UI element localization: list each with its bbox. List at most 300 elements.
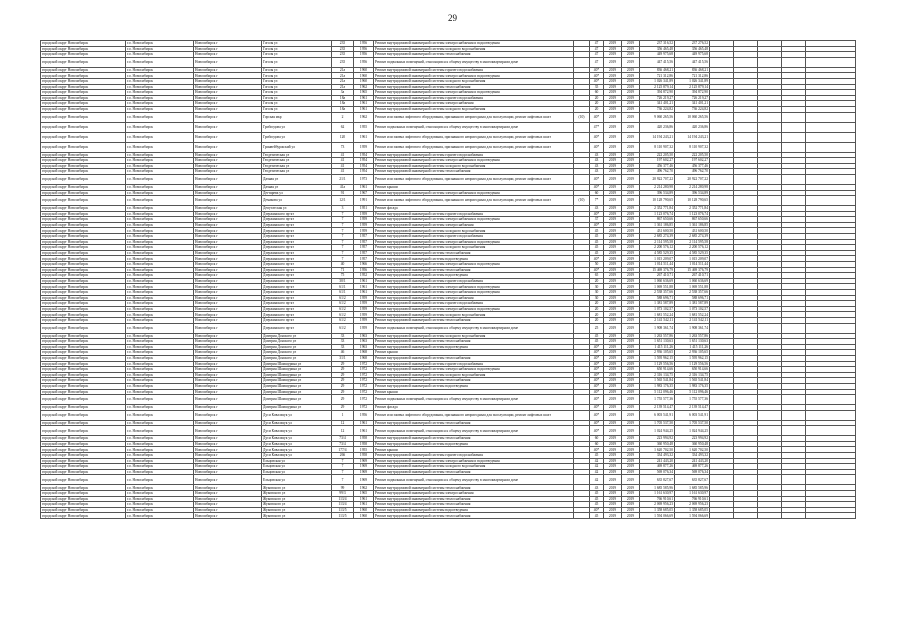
cell-work: Ремонт внутридомовой инженерной системы холодного водоснабжения — [374, 312, 574, 318]
cell-street: Дмитрия Шамшурина ул — [262, 383, 332, 389]
cell-settlement: г.о. Новосибирск — [126, 458, 194, 464]
cell-sum2: 1 594 066,69 — [675, 513, 710, 519]
cell-house: 91 — [332, 190, 354, 196]
cell-area: 40* — [590, 426, 604, 436]
cell-sum1: 1 415 111,26 — [640, 344, 675, 350]
cell-sum1: 1 361 186,85 — [640, 222, 675, 228]
cell-municipality: городской округ Новосибирск — [41, 301, 126, 307]
cell-sum2: 1 620 702,50 — [675, 447, 710, 453]
cell-end: 2019 — [622, 355, 640, 361]
cell-empty — [710, 475, 734, 485]
cell-empty — [782, 132, 806, 142]
cell-municipality: городской округ Новосибирск — [41, 485, 126, 491]
cell-region: Новосибирск г — [194, 101, 262, 107]
cell-year: 1972 — [354, 395, 374, 405]
cell-empty — [758, 57, 782, 67]
cell-year: 1957 — [354, 239, 374, 245]
cell-area: 40* — [590, 405, 604, 411]
cell-empty — [710, 410, 734, 420]
cell-year: 1961 — [354, 106, 374, 112]
cell-year: 1959 — [354, 312, 374, 318]
cell-year: 1961 — [354, 95, 374, 101]
cell-settlement: г.о. Новосибирск — [126, 228, 194, 234]
cell-year: 1965 — [354, 90, 374, 96]
cell-start: 2019 — [604, 333, 622, 339]
cell-sum1: 1 024 944,25 — [640, 426, 675, 436]
cell-extra — [574, 475, 590, 485]
cell-sum2: 736 224,82 — [675, 106, 710, 112]
cell-region: Новосибирск г — [194, 222, 262, 228]
cell-work: Ремонт или замена лифтового оборудования, признанного непригодным для эксплуатации, ремонт лифтовых шахт — [374, 196, 574, 206]
cell-sum2: 360 950,48 — [675, 441, 710, 447]
cell-work: Ремонт внутридомовой инженерной системы теплоснабжения — [374, 52, 574, 58]
cell-sum1: 2 200 576,12 — [640, 245, 675, 251]
cell-sum1: 1 069 551,88 — [640, 284, 675, 290]
cell-end: 2019 — [622, 513, 640, 519]
cell-empty — [806, 426, 856, 436]
cell-municipality: городской округ Новосибирск — [41, 273, 126, 279]
cell-sum1: 1 651 130,63 — [640, 339, 675, 345]
cell-municipality: городской округ Новосибирск — [41, 350, 126, 356]
cell-sum1: 2 139 514,47 — [640, 405, 675, 411]
cell-municipality: городской округ Новосибирск — [41, 458, 126, 464]
cell-municipality: городской округ Новосибирск — [41, 447, 126, 453]
cell-street: Дмитрия Шамшурина ул — [262, 405, 332, 411]
cell-settlement: г.о. Новосибирск — [126, 301, 194, 307]
cell-sum2: 1 651 130,63 — [675, 339, 710, 345]
cell-sum2: 223 994,92 — [675, 436, 710, 442]
cell-empty — [734, 395, 758, 405]
cell-settlement: г.о. Новосибирск — [126, 464, 194, 470]
cell-sum2: 726 219,27 — [675, 95, 710, 101]
cell-start: 2019 — [604, 112, 622, 122]
table-row — [41, 410, 856, 420]
cell-end: 2019 — [622, 184, 640, 190]
cell-area: 40* — [590, 267, 604, 273]
cell-house: 7 — [332, 464, 354, 470]
cell-end: 2019 — [622, 256, 640, 262]
cell-end: 2019 — [622, 491, 640, 497]
cell-house: 120 — [332, 132, 354, 142]
cell-work: Ремонт подвальных помещений, относящихся к общему имуществу в многоквартирном доме — [374, 57, 574, 67]
cell-work: Ремонт внутридомовой инженерной системы электроснабжения и водоотведения — [374, 284, 574, 290]
cell-settlement: г.о. Новосибирск — [126, 278, 194, 284]
cell-work: Ремонт внутридомовой инженерной системы холодного водоснабжения — [374, 464, 574, 470]
cell-year: 1963 — [354, 344, 374, 350]
cell-settlement: г.о. Новосибирск — [126, 101, 194, 107]
cell-work: Ремонт фасада — [374, 206, 574, 212]
cell-settlement: г.о. Новосибирск — [126, 436, 194, 442]
cell-empty — [710, 142, 734, 152]
cell-work: Ремонт внутридомовой инженерной системы теплоснабжения — [374, 513, 574, 519]
cell-municipality: городской округ Новосибирск — [41, 222, 126, 228]
cell-region: Новосибирск г — [194, 420, 262, 426]
cell-house: 61/2 — [332, 323, 354, 333]
cell-sum1: 1 705 537,50 — [640, 420, 675, 426]
cell-region: Новосибирск г — [194, 152, 262, 158]
cell-start: 2019 — [604, 441, 622, 447]
cell-house: 266 — [332, 453, 354, 459]
cell-sum1: 2 352 771,84 — [640, 206, 675, 212]
cell-street: Дзержинского пр-кт — [262, 312, 332, 318]
cell-end: 2019 — [622, 339, 640, 345]
cell-start: 2019 — [604, 278, 622, 284]
cell-municipality: городской округ Новосибирск — [41, 95, 126, 101]
cell-house: 41 — [332, 169, 354, 175]
cell-end: 2019 — [622, 502, 640, 508]
cell-street: Дуси Ковальчук ул — [262, 436, 332, 442]
cell-sum2: 2 352 771,84 — [675, 206, 710, 212]
cell-year: 1957 — [354, 250, 374, 256]
cell-area: 40* — [590, 112, 604, 122]
cell-work: Ремонт внутридомовой инженерной системы электроснабжения и водоотведения — [374, 262, 574, 268]
cell-year: 1972 — [354, 361, 374, 367]
cell-settlement: г.о. Новосибирск — [126, 447, 194, 453]
cell-region: Новосибирск г — [194, 301, 262, 307]
cell-settlement: г.о. Новосибирск — [126, 84, 194, 90]
cell-year: 1960 — [354, 507, 374, 513]
cell-house: 1 — [332, 410, 354, 420]
cell-house: 7 — [332, 222, 354, 228]
cell-municipality: городской округ Новосибирск — [41, 41, 126, 47]
cell-municipality: городской округ Новосибирск — [41, 190, 126, 196]
cell-sum2: 396 534,89 — [675, 190, 710, 196]
cell-year: 1955 — [354, 122, 374, 132]
cell-sum2: 1 983 176,35 — [675, 383, 710, 389]
cell-work: Ремонт внутридомовой инженерной системы горячего водоснабжения — [374, 211, 574, 217]
cell-house: 30/1 — [332, 278, 354, 284]
cell-empty — [782, 112, 806, 122]
cell-settlement: г.о. Новосибирск — [126, 169, 194, 175]
cell-year: 1958 — [354, 453, 374, 459]
cell-end: 2019 — [622, 163, 640, 169]
cell-street: Дзержинского пр-кт — [262, 306, 332, 312]
cell-municipality: городской округ Новосибирск — [41, 306, 126, 312]
cell-municipality: городской округ Новосибирск — [41, 112, 126, 122]
cell-region: Новосибирск г — [194, 447, 262, 453]
cell-house: 73/4 — [332, 441, 354, 447]
cell-municipality: городской округ Новосибирск — [41, 256, 126, 262]
cell-area: 20 — [590, 95, 604, 101]
cell-area: 45 — [590, 250, 604, 256]
cell-settlement: г.о. Новосибирск — [126, 142, 194, 152]
cell-sum2: 10 060 265,56 — [675, 112, 710, 122]
cell-end: 2019 — [622, 383, 640, 389]
cell-region: Новосибирск г — [194, 312, 262, 318]
table-row — [41, 57, 856, 67]
cell-year: 1962 — [354, 84, 374, 90]
cell-municipality: городской округ Новосибирск — [41, 142, 126, 152]
cell-start: 2019 — [604, 52, 622, 58]
cell-settlement: г.о. Новосибирск — [126, 333, 194, 339]
cell-street: Дмитрия Донского ул — [262, 350, 332, 356]
cell-work: Ремонт или замена лифтового оборудования, признанного непригодным для эксплуатации, ремонт лифтовых шахт — [374, 142, 574, 152]
cell-street: Дмитрия Шамшурина ул — [262, 378, 332, 384]
cell-sum2: 1 060 636,69 — [675, 278, 710, 284]
cell-region: Новосибирск г — [194, 355, 262, 361]
cell-year: 1956 — [354, 46, 374, 52]
cell-empty — [806, 122, 856, 132]
cell-work: Ремонт внутридомовой инженерной системы холодного водоснабжения — [374, 228, 574, 234]
cell-sum2: 1 705 537,50 — [675, 420, 710, 426]
cell-empty — [710, 174, 734, 184]
cell-end: 2019 — [622, 507, 640, 513]
cell-municipality: городской округ Новосибирск — [41, 344, 126, 350]
cell-work: Ремонт внутридомовой инженерной системы водоотведения — [374, 273, 574, 279]
cell-area: 45 — [590, 245, 604, 251]
cell-end: 2019 — [622, 378, 640, 384]
cell-sum1: 356 465,48 — [640, 46, 675, 52]
cell-sum1: 10 128 790,65 — [640, 196, 675, 206]
cell-end: 2019 — [622, 395, 640, 405]
cell-region: Новосибирск г — [194, 295, 262, 301]
cell-municipality: городской округ Новосибирск — [41, 239, 126, 245]
cell-street: Дзержинского пр-кт — [262, 317, 332, 323]
cell-start: 2019 — [604, 190, 622, 196]
cell-extra: (10) — [574, 196, 590, 206]
cell-work: Ремонт внутридомовой инженерной системы теплоснабжения — [374, 436, 574, 442]
cell-year: 1969 — [354, 475, 374, 485]
cell-house: 61/1 — [332, 290, 354, 296]
cell-start: 2019 — [604, 163, 622, 169]
cell-region: Новосибирск г — [194, 132, 262, 142]
cell-start: 2019 — [604, 267, 622, 273]
cell-work: Ремонт или замена лифтового оборудования, признанного непригодным для эксплуатации, ремонт лифтовых шахт — [374, 132, 574, 142]
cell-start: 2019 — [604, 426, 622, 436]
cell-end: 2019 — [622, 112, 640, 122]
cell-area: 40* — [590, 132, 604, 142]
cell-area: 20 — [590, 278, 604, 284]
cell-end: 2019 — [622, 453, 640, 459]
cell-end: 2019 — [622, 132, 640, 142]
cell-municipality: городской округ Новосибирск — [41, 339, 126, 345]
cell-settlement: г.о. Новосибирск — [126, 475, 194, 485]
cell-settlement: г.о. Новосибирск — [126, 273, 194, 279]
cell-sum2: 2 936 105,65 — [675, 350, 710, 356]
cell-empty — [710, 57, 734, 67]
cell-empty — [806, 513, 856, 519]
cell-start: 2019 — [604, 84, 622, 90]
cell-street: Жуковского ул — [262, 496, 332, 502]
cell-street: Геодезическая ул — [262, 152, 332, 158]
table-row — [41, 174, 856, 184]
cell-start: 2019 — [604, 256, 622, 262]
cell-house: 7 — [332, 256, 354, 262]
cell-start: 2019 — [604, 228, 622, 234]
cell-street: Дуси Ковальчук ул — [262, 410, 332, 420]
cell-region: Новосибирск г — [194, 333, 262, 339]
cell-sum1: 4 585 529,35 — [640, 250, 675, 256]
cell-municipality: городской округ Новосибирск — [41, 67, 126, 73]
cell-sum2: 15 469 376,79 — [675, 267, 710, 273]
cell-end: 2019 — [622, 344, 640, 350]
cell-year: 1959 — [354, 142, 374, 152]
cell-sum2: 241 443,20 — [675, 458, 710, 464]
cell-area: 45 — [590, 491, 604, 497]
cell-municipality: городской округ Новосибирск — [41, 378, 126, 384]
cell-area: 40* — [590, 222, 604, 228]
cell-house: 7 — [332, 228, 354, 234]
cell-start: 2019 — [604, 206, 622, 212]
cell-house: 7 — [332, 234, 354, 240]
cell-sum1: 867 650,66 — [640, 217, 675, 223]
cell-area: 45 — [590, 453, 604, 459]
cell-empty — [758, 323, 782, 333]
cell-region: Новосибирск г — [194, 106, 262, 112]
cell-work: Ремонт внутридомовой инженерной системы теплоснабжения — [374, 339, 574, 345]
cell-region: Новосибирск г — [194, 239, 262, 245]
cell-work: Ремонт внутридомовой инженерной системы электроснабжения и водоотведения — [374, 239, 574, 245]
cell-area: 40* — [590, 420, 604, 426]
cell-work: Ремонт внутридомовой инженерной системы холодного водоснабжения — [374, 78, 574, 84]
cell-sum1: 449 975,68 — [640, 52, 675, 58]
cell-area: 45 — [590, 339, 604, 345]
cell-area: 30 — [590, 284, 604, 290]
cell-start: 2019 — [604, 73, 622, 79]
cell-start: 2019 — [604, 405, 622, 411]
cell-settlement: г.о. Новосибирск — [126, 355, 194, 361]
cell-year: 1961 — [354, 426, 374, 436]
cell-sum1: 334 493,32 — [640, 453, 675, 459]
cell-settlement: г.о. Новосибирск — [126, 234, 194, 240]
cell-work: Ремонт внутридомовой инженерной системы горячего водоснабжения — [374, 95, 574, 101]
cell-empty — [782, 513, 806, 519]
cell-work: Ремонт внутридомовой инженерной системы водоотведения — [374, 383, 574, 389]
cell-street: Жуковского ул — [262, 485, 332, 491]
cell-settlement: г.о. Новосибирск — [126, 174, 194, 184]
cell-sum2: 2 139 514,47 — [675, 405, 710, 411]
cell-street: Гоголя ул — [262, 73, 332, 79]
cell-municipality: городской округ Новосибирск — [41, 355, 126, 361]
cell-sum1: 2 936 105,65 — [640, 350, 675, 356]
cell-region: Новосибирск г — [194, 458, 262, 464]
cell-area: 40* — [590, 507, 604, 513]
cell-work: Ремонт внутридомовой инженерной системы теплоснабжения — [374, 84, 574, 90]
cell-sum1: 1 123 076,74 — [640, 211, 675, 217]
cell-start: 2019 — [604, 41, 622, 47]
cell-work: Ремонт фасада — [374, 405, 574, 411]
cell-empty — [806, 410, 856, 420]
cell-end: 2019 — [622, 278, 640, 284]
cell-empty — [782, 122, 806, 132]
cell-work: Ремонт внутридомовой инженерной системы горячего водоснабжения — [374, 361, 574, 367]
cell-empty — [710, 426, 734, 436]
cell-sum2: 1 015 209,07 — [675, 256, 710, 262]
cell-end: 2019 — [622, 67, 640, 73]
cell-empty — [758, 112, 782, 122]
cell-start: 2019 — [604, 78, 622, 84]
cell-house: 177/4 — [332, 447, 354, 453]
cell-sum2: 2 685 274,39 — [675, 234, 710, 240]
cell-area: 30 — [590, 295, 604, 301]
cell-region: Новосибирск г — [194, 441, 262, 447]
cell-year: 1961 — [354, 496, 374, 502]
cell-end: 2019 — [622, 84, 640, 90]
cell-year: 1959 — [354, 317, 374, 323]
cell-street: Дзержинского пр-кт — [262, 250, 332, 256]
cell-work: Ремонт внутридомовой инженерной системы теплоснабжения — [374, 469, 574, 475]
cell-house: 3а — [332, 90, 354, 96]
cell-empty — [758, 513, 782, 519]
cell-year: 1961 — [354, 101, 374, 107]
cell-street: Ельцовская ул — [262, 458, 332, 464]
cell-area: 42 — [590, 464, 604, 470]
cell-house: 31/1 — [332, 355, 354, 361]
cell-end: 2019 — [622, 426, 640, 436]
cell-house: 61/2 — [332, 317, 354, 323]
cell-start: 2019 — [604, 389, 622, 395]
cell-sum2: 10 128 790,65 — [675, 196, 710, 206]
cell-empty — [734, 475, 758, 485]
cell-start: 2019 — [604, 245, 622, 251]
cell-start: 2019 — [604, 378, 622, 384]
cell-area: 35 — [590, 84, 604, 90]
cell-sum1: 394 872,90 — [640, 90, 675, 96]
cell-end: 2019 — [622, 458, 640, 464]
cell-sum2: 2 114 595,58 — [675, 239, 710, 245]
cell-house: 75 — [332, 273, 354, 279]
cell-house: 41 — [332, 158, 354, 164]
cell-region: Новосибирск г — [194, 502, 262, 508]
cell-sum2: 1 161 630,97 — [675, 491, 710, 497]
cell-area: 20 — [590, 317, 604, 323]
cell-settlement: г.о. Новосибирск — [126, 152, 194, 158]
cell-work: Ремонт внутридомовой инженерной системы теплоснабжения — [374, 485, 574, 491]
cell-sum2: 1 014 511,44 — [675, 262, 710, 268]
cell-area: 40* — [590, 355, 604, 361]
cell-work: Ремонт внутридомовой инженерной системы электроснабжения и водоотведения — [374, 306, 574, 312]
cell-municipality: городской округ Новосибирск — [41, 405, 126, 411]
cell-empty — [782, 410, 806, 420]
cell-street: Дзержинского пр-кт — [262, 323, 332, 333]
cell-end: 2019 — [622, 333, 640, 339]
cell-year: 1972 — [354, 389, 374, 395]
cell-work: Ремонт или замена лифтового оборудования, признанного непригодным для эксплуатации, ремонт лифтовых шахт — [374, 112, 574, 122]
cell-region: Новосибирск г — [194, 217, 262, 223]
cell-region: Новосибирск г — [194, 67, 262, 73]
cell-area: 20 — [590, 101, 604, 107]
cell-street: Дачная ул — [262, 174, 332, 184]
cell-year: 1956 — [354, 57, 374, 67]
cell-region: Новосибирск г — [194, 317, 262, 323]
cell-sum2: 222 205,50 — [675, 152, 710, 158]
cell-work: Ремонт внутридомовой инженерной системы электроснабжения и водоотведения — [374, 367, 574, 373]
cell-house: 21а — [332, 67, 354, 73]
cell-work: Ремонт внутридомовой инженерной системы теплоснабжения — [374, 267, 574, 273]
cell-work: Ремонт крыши — [374, 184, 574, 190]
cell-settlement: г.о. Новосибирск — [126, 184, 194, 190]
cell-region: Новосибирск г — [194, 426, 262, 436]
cell-settlement: г.о. Новосибирск — [126, 222, 194, 228]
cell-sum2: 431 600,50 — [675, 228, 710, 234]
cell-work: Ремонт внутридомовой инженерной системы теплоснабжения — [374, 317, 574, 323]
cell-sum1: 223 994,92 — [640, 436, 675, 442]
cell-region: Новосибирск г — [194, 410, 262, 420]
cell-year: 1957 — [354, 245, 374, 251]
cell-street: Гоголя ул — [262, 52, 332, 58]
cell-start: 2019 — [604, 301, 622, 307]
cell-sum2: 2 316 134,75 — [675, 372, 710, 378]
cell-municipality: городской округ Новосибирск — [41, 333, 126, 339]
cell-settlement: г.о. Новосибирск — [126, 502, 194, 508]
cell-sum1: 1 161 630,97 — [640, 491, 675, 497]
cell-area: 45 — [590, 239, 604, 245]
cell-street: Дзержинского пр-кт — [262, 273, 332, 279]
cell-start: 2019 — [604, 290, 622, 296]
cell-work: Ремонт внутридомовой инженерной системы горячего водоснабжения — [374, 278, 574, 284]
cell-region: Новосибирск г — [194, 469, 262, 475]
cell-work: Ремонт подвальных помещений, относящихся к общему имуществу в многоквартирном доме — [374, 475, 574, 485]
